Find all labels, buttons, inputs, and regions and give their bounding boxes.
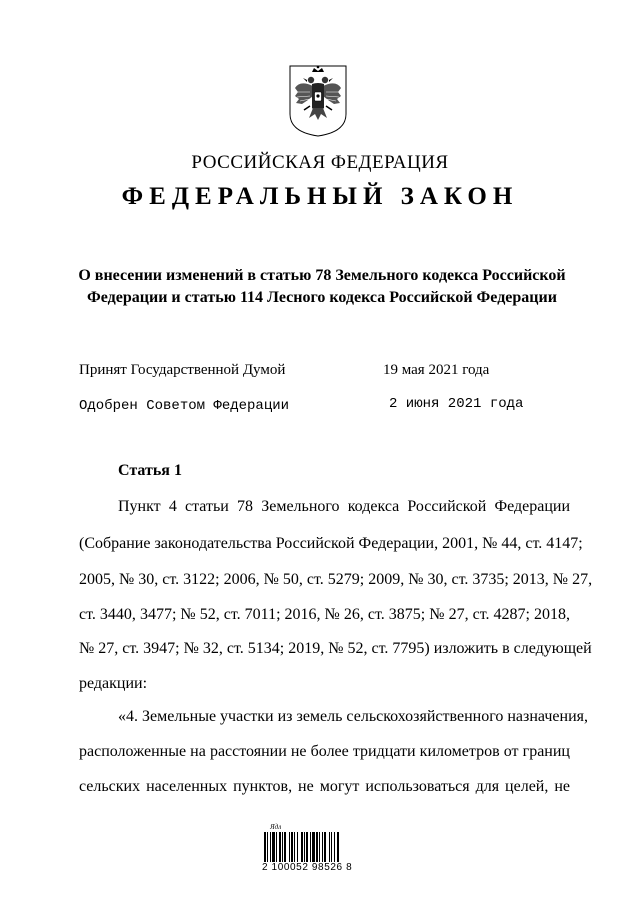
council-approval-date: 2 июня 2021 года (389, 396, 524, 412)
barcode-number: 2 100052 98526 8 (262, 862, 353, 873)
article-text-line: «4. Земельные участки из земель сельскохозяйственного назначения, (118, 708, 588, 725)
council-approval-label: Одобрен Советом Федерации (79, 398, 290, 414)
article-text-line: редакции: (79, 675, 148, 692)
document-type: ФЕДЕРАЛЬНЫЙ ЗАКОН (121, 183, 519, 210)
country-name: РОССИЙСКАЯ ФЕДЕРАЦИЯ (191, 152, 449, 173)
article-text-line: сельских населенных пунктов, не могут использоваться для целей, не (79, 778, 570, 795)
duma-adoption-label: Принят Государственной Думой (79, 362, 286, 378)
article-text-line: ст. 3440, 3477; № 52, ст. 7011; 2016, № 26, ст. 3875; № 27, ст. 4287; 2018, (79, 606, 570, 623)
duma-adoption-date: 19 мая 2021 года (383, 362, 490, 378)
coat-of-arms-emblem-icon (286, 62, 350, 138)
law-title-line-2: Федерации и статью 114 Лесного кодекса Российской Федерации (87, 289, 557, 306)
law-title-line-1: О внесении изменений в статью 78 Земельного кодекса Российской (78, 267, 566, 284)
article-text-line: № 27, ст. 3947; № 32, ст. 5134; 2019, № 52, ст. 7795) изложить в следующей (79, 640, 592, 657)
article-text-line: 2005, № 30, ст. 3122; 2006, № 50, ст. 5279; 2009, № 30, ст. 3735; 2013, № 27, (79, 571, 593, 588)
article-text-line: (Собрание законодательства Российской Федерации, 2001, № 44, ст. 4147; (79, 535, 583, 552)
article-heading: Статья 1 (118, 462, 182, 479)
barcode-mark: Ядл (270, 823, 282, 831)
barcode-icon (258, 822, 366, 884)
article-text-line: расположенные на расстоянии не более тридцати километров от границ (79, 743, 570, 760)
article-text-line: Пункт 4 статьи 78 Земельного кодекса Российской Федерации (118, 498, 570, 515)
law-title (74, 265, 570, 309)
